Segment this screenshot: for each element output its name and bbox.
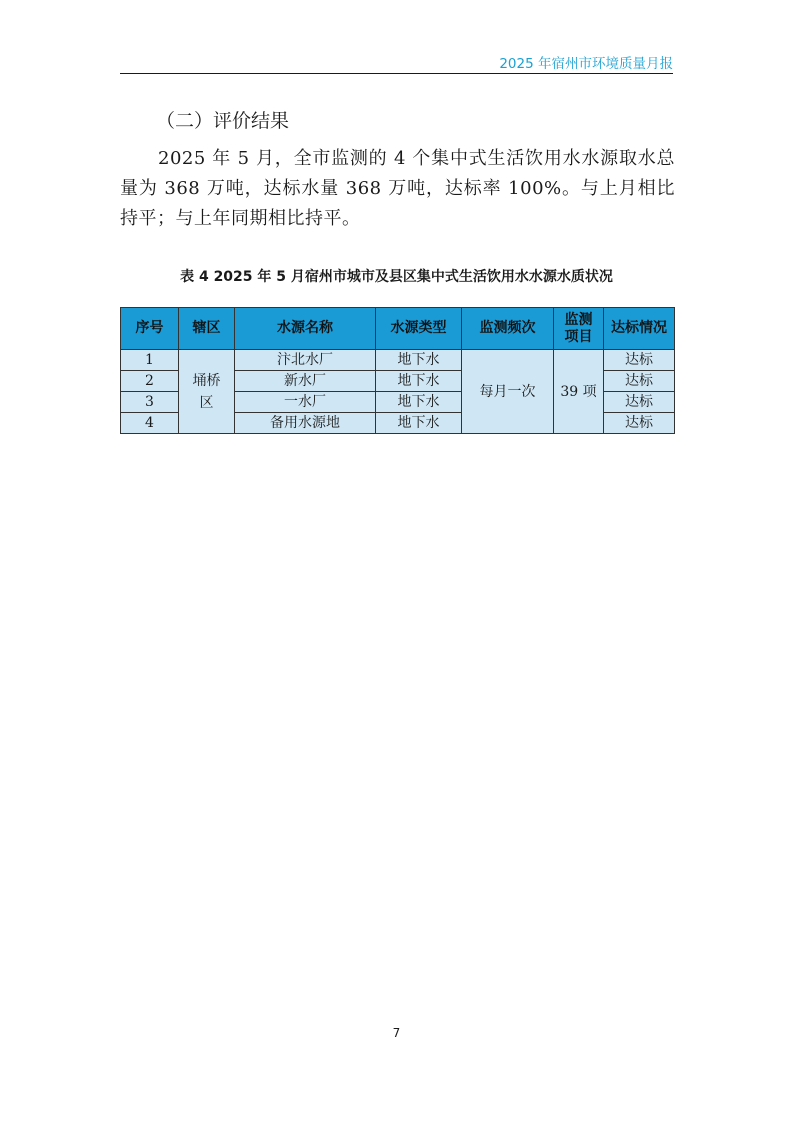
cell-seq: 4	[121, 413, 179, 434]
header-items: 监测项目	[554, 308, 604, 350]
cell-source-type: 地下水	[376, 413, 462, 434]
header-seq: 序号	[121, 308, 179, 350]
cell-source-type: 地下水	[376, 392, 462, 413]
header-district: 辖区	[179, 308, 235, 350]
cell-source-name: 新水厂	[235, 371, 376, 392]
cell-source-name: 一水厂	[235, 392, 376, 413]
header-status: 达标情况	[604, 308, 675, 350]
cell-source-type: 地下水	[376, 371, 462, 392]
table-row	[121, 350, 675, 371]
cell-status: 达标	[604, 392, 675, 413]
cell-seq: 1	[121, 350, 179, 371]
header-source-type: 水源类型	[376, 308, 462, 350]
table-caption: 表 4 2025 年 5 月宿州市城市及县区集中式生活饮用水水源水质状况	[180, 269, 613, 285]
cell-source-type: 地下水	[376, 350, 462, 371]
water-quality-table	[120, 307, 675, 434]
cell-seq: 3	[121, 392, 179, 413]
cell-frequency: 每月一次	[462, 350, 554, 434]
table-header-row	[121, 308, 675, 350]
cell-items: 39 项	[554, 350, 604, 434]
cell-source-name: 备用水源地	[235, 413, 376, 434]
page-number: 7	[392, 1026, 401, 1040]
cell-source-name: 汴北水厂	[235, 350, 376, 371]
evaluation-paragraph: 2025 年 5 月，全市监测的 4 个集中式生活饮用水水源取水总量为 368 万吨，达标水量 368 万吨，达标率 100%。与上月相比持平；与上年同期相比持平。	[120, 148, 675, 229]
page-header-title: 2025 年宿州市环境质量月报	[499, 56, 673, 72]
section-heading: （二）评价结果	[156, 110, 290, 132]
cell-district: 埇桥区	[179, 350, 235, 434]
cell-seq: 2	[121, 371, 179, 392]
cell-status: 达标	[604, 371, 675, 392]
header-source-name: 水源名称	[235, 308, 376, 350]
cell-status: 达标	[604, 350, 675, 371]
header-frequency: 监测频次	[462, 308, 554, 350]
cell-status: 达标	[604, 413, 675, 434]
header-rule	[120, 73, 673, 74]
